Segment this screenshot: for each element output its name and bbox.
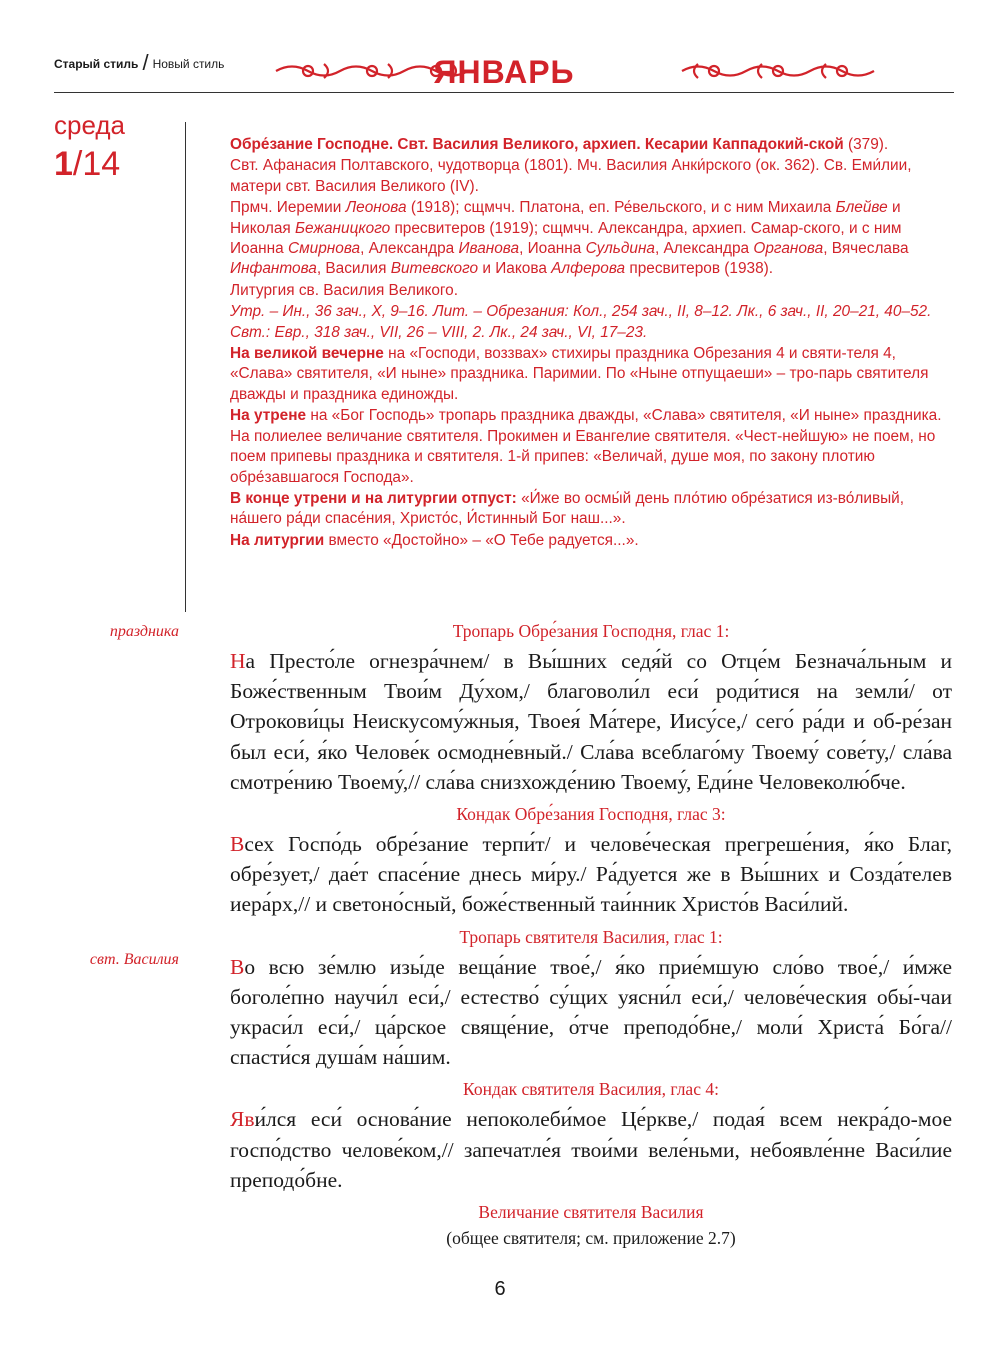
old-date: 1 [54, 145, 73, 183]
column-divider [185, 122, 186, 612]
readings-line: Утр. – Ин., 36 зач., X, 9–16. Лит. – Обрезания: Кол., 254 зач., II, 8–12. Лк., 6 зач., II, 20–21, 40–52. Свт.: Евр., 318 зач., VII, 26 – VIII, 2. Лк., 24 зач., VI, 17–23. [230, 303, 932, 341]
hymn-title: Кондак Обре́зания Господня, глас 3: [456, 804, 726, 825]
service-instructions [230, 135, 954, 552]
month-title: ЯНВАРЬ [433, 54, 575, 90]
weekday: среда [54, 110, 125, 140]
page-header [54, 40, 954, 96]
hymn-title: Кондак святителя Василия, глас 4: [463, 1079, 719, 1100]
hymn-title: Тропарь Обре́зания Господня, глас 1: [452, 621, 730, 641]
hymn-text: Всех Госпо́дь обре́зание терпи́т/ и челове́ческая прегреше́ния, я́ко Благ, обре́зует,/ дае́т спасе́ние днесь ми́ру./ Ра́дуется же в Вы́шних и Созда́телев иера́рх,// и светоно́сный, боже́ственный таи́нник Христо́в Васи́лий. [230, 832, 952, 917]
feast-name: Обре́зание Господне. Свт. Василия Великого, архиеп. Кесарии Каппадокий-ской [230, 136, 844, 153]
margin-note-feast: праздника [109, 623, 179, 640]
magnification-title: Величание святителя Василия [478, 1202, 704, 1223]
old-style-label: Старый стиль [54, 57, 139, 71]
style-slash: / [142, 50, 149, 75]
hymns-section [230, 620, 952, 1249]
day-block [54, 110, 174, 184]
hymn-title: Тропарь святителя Василия, глас 1: [459, 926, 723, 947]
feast-line [230, 135, 954, 155]
dismissal-line: В конце утрени и на литургии отпуст: «И́же во осмы́й день пло́тию обре́затися из-во́ливый, на́шего ра́ди спасе́ния, Христо́с, И́стинный Бог наш...». [230, 489, 905, 528]
hymn-text: Во всю зе́млю изы́де веща́ние твое́,/ я́ко прие́мшую сло́во твое́,/ и́мже боголе́пно научи́л еси́,/ естество́ су́щих уясни́л еси́,/ челове́ческия обы́-чаи украси́л еси́,/ ца́рское свяще́ние, о́тче преподо́бне,/ моли́ Христа́ Бо́га// спасти́ся душа́м на́шим. [230, 954, 952, 1070]
martyrs-line: Прмч. Иеремии Леонова (1918); сщмчч. Платона, еп. Ре́вельского, и с ним Михаила Блейве и Николая Бежаницкого пресвитеров (1919); сщмчч. Александра, архиеп. Самар-ского, и с ним Иоанна Смирнова, Александра Иванова, Иоанна Сульдина, Александра Органова, Вячеслава Инфантова, Василия Витевского и Иакова Алферова пресвитеров (1938). [230, 199, 909, 278]
vespers-line: На великой вечерне на «Господи, воззвах» стихиры праздника Обрезания 4 и святи-теля 4, «Слава» святителя, «И ныне» праздника. Паримии. По «Ныне отпущаеши» – тро-парь святителя дважды и праздника единожды. [230, 345, 929, 403]
liturgy-line: Литургия св. Василия Великого. [230, 281, 459, 299]
right-ornament-icon [678, 60, 878, 82]
new-style-label: Новый стиль [152, 57, 225, 71]
magnification-note: (общее святителя; см. приложение 2.7) [446, 1228, 736, 1249]
liturgy-hymn-line: На литургии вместо «Достойно» – «О Тебе радуется...». [230, 531, 639, 549]
matins-line: На утрене на «Бог Господь» тропарь праздника дважды, «Слава» святителя, «И ныне» праздника. На полиелее величание святителя. Прокимен и Евангелие святителя. «Чест-нейшую» не поем, но поем припевы праздника и святителя. 1-й припев: «Величай, душе моя, по закону плотию обре́завшагося Господа». [230, 407, 942, 486]
page-number: 6 [494, 1278, 506, 1300]
feast-year: (379). [843, 136, 889, 153]
header-rule [54, 92, 954, 93]
hymn-text: На Престо́ле огнезра́чнем/ в Вы́шних седя́й со Отце́м Безнача́льным и Боже́ственным Твои́м Ду́хом,/ благоволи́л еси́ роди́тися на земли́/ от Отрокови́цы Неискусому́жныя, Твоея́ Ма́тере, Иису́се,/ сего́ ра́ди и об-ре́зан был еси́, я́ко Челове́к осмодне́вный./ Сла́ва всеблаго́му Твоему́ сове́ту,/ сла́ва смотре́нию Твоему́,// сла́ва снизхожде́нию Твоему́, Еди́не Человеколю́бче. [230, 649, 952, 794]
saints-line: Свт. Афанасия Полтавского, чудотворца (1801). Мч. Василия Анки́рского (ок. 362). Св. Еми́лии, матери свт. Василия Великого (IV). [230, 157, 912, 195]
date [54, 144, 174, 184]
hymn-text: Яви́лся еси́ основа́ние непоколеби́мое Це́ркве,/ подая́ всем некра́до-мое госпо́дство челове́ком,// запечатле́я твои́ми веле́ньми, небоявле́нне Васи́лие преподо́бне. [230, 1107, 952, 1192]
margin-note-saint: свт. Василия [89, 951, 179, 968]
new-date: /14 [72, 145, 121, 183]
